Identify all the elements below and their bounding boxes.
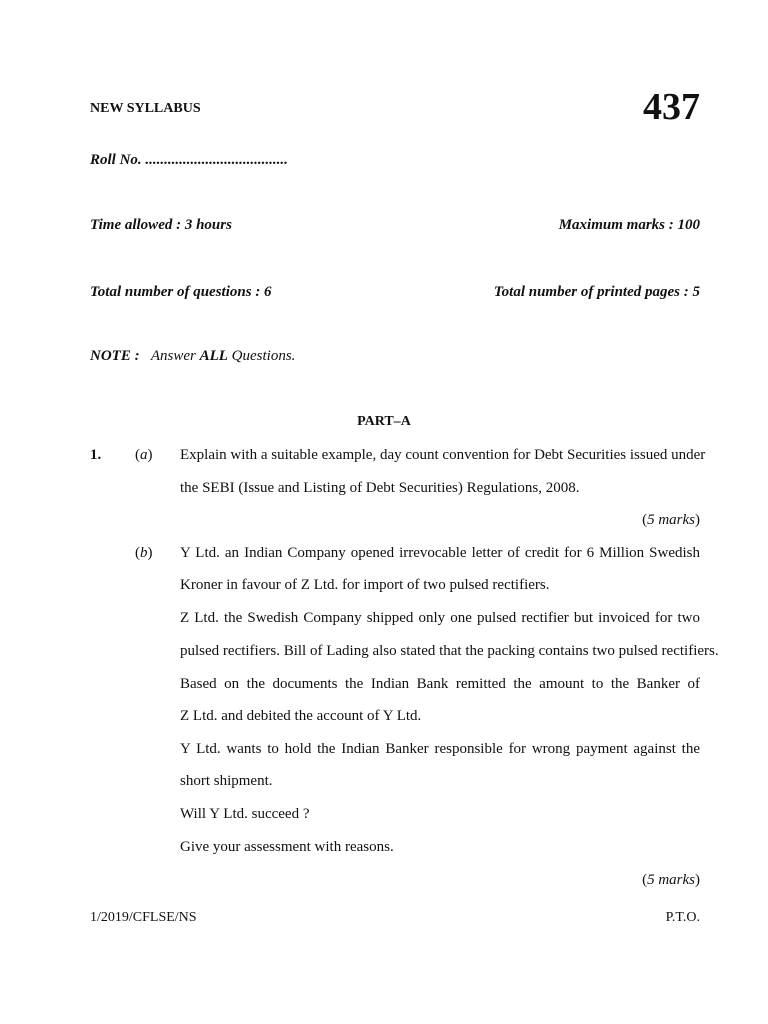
question-line: Based on the documents the Indian Bank remitted the amount to the Banker of (180, 676, 700, 692)
question-line: Kroner in favour of Z Ltd. for import of two pulsed rectifiers. (180, 577, 550, 593)
total-printed-pages: Total number of printed pages : 5 (493, 284, 700, 300)
question-line: Give your assessment with reasons. (180, 839, 394, 855)
paper-code: 437 (643, 86, 700, 128)
question-line: Y Ltd. an Indian Company opened irrevocable letter of credit for 6 Million Swedish (180, 545, 700, 561)
subquestion-a-letter: a (140, 447, 148, 463)
note-emphasis: ALL (199, 348, 228, 364)
subquestion-b-label: (b) (135, 545, 153, 561)
roll-number-line: Roll No. ...................................... (90, 152, 288, 168)
note-text-post: Questions. (231, 348, 296, 364)
syllabus-label: NEW SYLLABUS (90, 101, 201, 116)
part-title: PART–A (357, 414, 411, 429)
question-line: Z Ltd. and debited the account of Y Ltd. (180, 708, 422, 724)
marks-label: (5 marks) (642, 512, 700, 528)
question-line: short shipment. (180, 773, 273, 789)
footer-paper-code: 1/2019/CFLSE/NS (90, 910, 197, 925)
note (90, 348, 295, 365)
question-number: 1. (90, 447, 102, 463)
subquestion-b-letter: b (140, 545, 148, 561)
subquestion-a-label: (a) (135, 447, 153, 463)
question-line: the SEBI (Issue and Listing of Debt Securities) Regulations, 2008. (180, 480, 580, 496)
marks-text: 5 marks (647, 872, 695, 888)
footer-pto: P.T.O. (665, 910, 700, 925)
marks-text: 5 marks (647, 512, 695, 528)
question-line: pulsed rectifiers. Bill of Lading also stated that the packing contains two pulsed rectifiers. (180, 643, 719, 659)
question-line: Will Y Ltd. succeed ? (180, 806, 310, 822)
marks-label: (5 marks) (642, 872, 700, 888)
note-text-pre: Answer (150, 348, 196, 364)
time-allowed: Time allowed : 3 hours (90, 217, 232, 233)
question-line: Z Ltd. the Swedish Company shipped only one pulsed rectifier but invoiced for two (180, 610, 700, 626)
maximum-marks: Maximum marks : 100 (558, 217, 700, 233)
total-questions: Total number of questions : 6 (90, 284, 272, 300)
question-line: Explain with a suitable example, day count convention for Debt Securities issued under (180, 447, 706, 463)
question-line: Y Ltd. wants to hold the Indian Banker responsible for wrong payment against the (180, 741, 700, 757)
note-label: NOTE : (90, 348, 140, 364)
